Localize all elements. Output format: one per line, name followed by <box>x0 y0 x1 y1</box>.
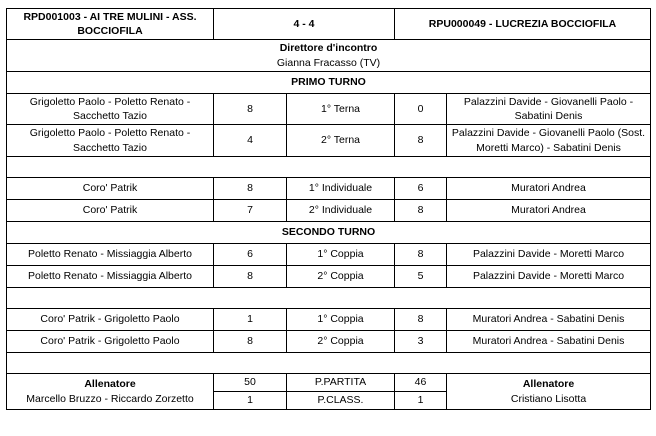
home-players: Coro' Patrik <box>7 200 214 222</box>
spacer-row <box>7 157 651 178</box>
director-label: Direttore d'incontro <box>279 42 378 55</box>
partita-label: P.PARTITA <box>287 374 395 392</box>
away-score: 6 <box>395 178 447 200</box>
away-players: Muratori Andrea <box>447 200 651 222</box>
section-row <box>7 71 651 93</box>
game-type: 1° Individuale <box>287 178 395 200</box>
game-row <box>7 178 651 200</box>
home-coach-cell <box>7 374 214 410</box>
away-score: 8 <box>395 309 447 331</box>
spacer-row <box>7 288 651 309</box>
director-cell <box>7 40 651 71</box>
away-players: Muratori Andrea <box>447 178 651 200</box>
game-type: 2° Terna <box>287 125 395 157</box>
game-type: 2° Coppia <box>287 331 395 353</box>
home-coach-names: Marcello Bruzzo - Riccardo Zorzetto <box>26 392 194 405</box>
away-players: Palazzini Davide - Moretti Marco <box>447 266 651 288</box>
home-score: 1 <box>214 309 287 331</box>
spacer-cell <box>7 353 651 374</box>
away-score: 8 <box>395 244 447 266</box>
home-score: 7 <box>214 200 287 222</box>
match-report-table <box>6 8 651 410</box>
class-away-points: 1 <box>395 392 447 410</box>
director-row <box>7 40 651 71</box>
game-row <box>7 125 651 157</box>
game-type: 2° Individuale <box>287 200 395 222</box>
away-coach-label: Allenatore <box>522 378 575 391</box>
class-label: P.CLASS. <box>287 392 395 410</box>
footer-row <box>7 374 651 392</box>
game-type: 2° Coppia <box>287 266 395 288</box>
section-row <box>7 222 651 244</box>
away-score: 3 <box>395 331 447 353</box>
game-row <box>7 309 651 331</box>
director-name: Gianna Fracasso (TV) <box>276 56 381 69</box>
away-players: Muratori Andrea - Sabatini Denis <box>447 331 651 353</box>
second-turn-title: SECONDO TURNO <box>7 222 651 244</box>
partita-home-points: 50 <box>214 374 287 392</box>
home-score: 6 <box>214 244 287 266</box>
game-type: 1° Coppia <box>287 309 395 331</box>
home-score: 8 <box>214 331 287 353</box>
away-team-name: RPU000049 - LUCREZIA BOCCIOFILA <box>395 9 651 40</box>
home-score: 8 <box>214 266 287 288</box>
home-players: Grigoletto Paolo - Poletto Renato - Sacchetto Tazio <box>7 93 214 124</box>
away-players: Palazzini Davide - Giovanelli Paolo - Sabatini Denis <box>447 93 651 124</box>
spacer-cell <box>7 288 651 309</box>
home-score: 4 <box>214 125 287 157</box>
game-type: 1° Terna <box>287 93 395 124</box>
spacer-cell <box>7 157 651 178</box>
match-score: 4 - 4 <box>214 9 395 40</box>
home-players: Poletto Renato - Missiaggia Alberto <box>7 244 214 266</box>
first-turn-title: PRIMO TURNO <box>7 71 651 93</box>
game-row <box>7 200 651 222</box>
away-score: 8 <box>395 200 447 222</box>
game-row <box>7 93 651 124</box>
spacer-row <box>7 353 651 374</box>
away-players: Muratori Andrea - Sabatini Denis <box>447 309 651 331</box>
home-players: Coro' Patrik <box>7 178 214 200</box>
away-coach-names: Cristiano Lisotta <box>510 392 587 405</box>
home-players: Poletto Renato - Missiaggia Alberto <box>7 266 214 288</box>
home-players: Coro' Patrik - Grigoletto Paolo <box>7 309 214 331</box>
home-coach-label: Allenatore <box>84 378 136 391</box>
home-team-name: RPD001003 - AI TRE MULINI - ASS. BOCCIOFILA <box>7 9 214 40</box>
header-row <box>7 9 651 40</box>
game-row <box>7 244 651 266</box>
home-score: 8 <box>214 93 287 124</box>
game-type: 1° Coppia <box>287 244 395 266</box>
partita-away-points: 46 <box>395 374 447 392</box>
away-players: Palazzini Davide - Giovanelli Paolo (Sost. Moretti Marco) - Sabatini Denis <box>447 125 651 157</box>
away-players: Palazzini Davide - Moretti Marco <box>447 244 651 266</box>
away-score: 8 <box>395 125 447 157</box>
away-score: 0 <box>395 93 447 124</box>
home-players: Grigoletto Paolo - Poletto Renato - Sacchetto Tazio <box>7 125 214 157</box>
home-score: 8 <box>214 178 287 200</box>
class-home-points: 1 <box>214 392 287 410</box>
away-coach-cell <box>447 374 651 410</box>
home-players: Coro' Patrik - Grigoletto Paolo <box>7 331 214 353</box>
away-score: 5 <box>395 266 447 288</box>
game-row <box>7 331 651 353</box>
game-row <box>7 266 651 288</box>
